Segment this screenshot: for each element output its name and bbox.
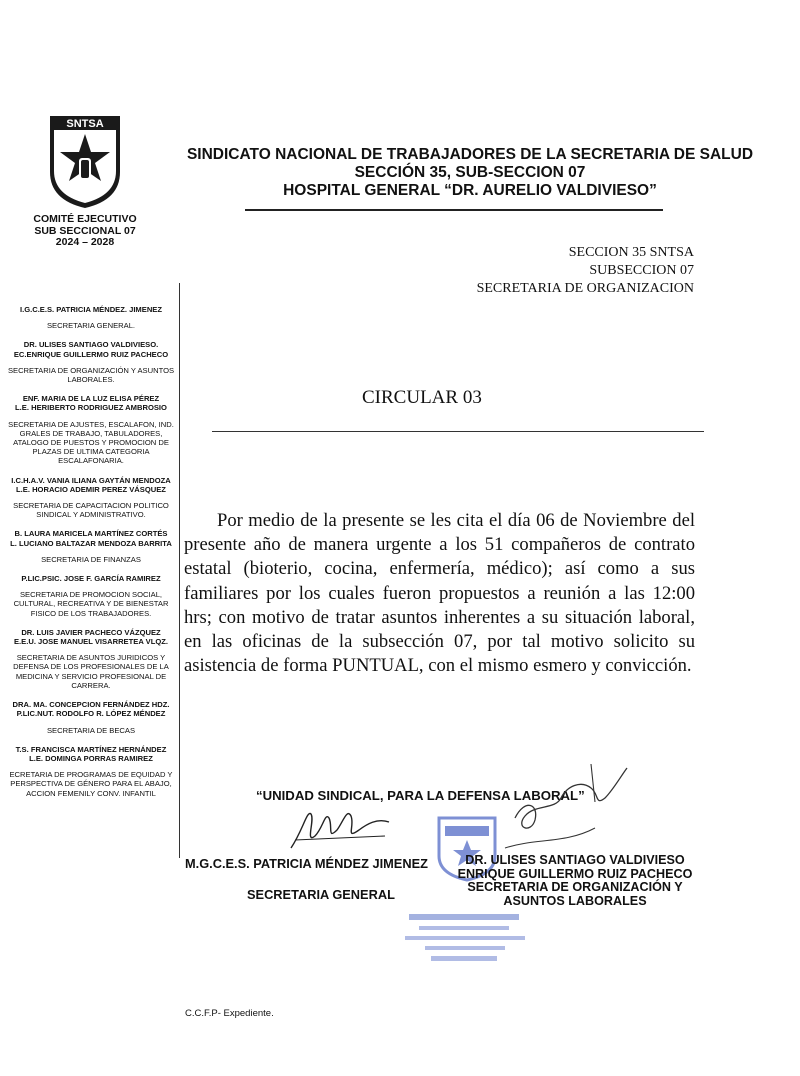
member-name: P.LIC.PSIC. JOSE F. GARCÍA RAMIREZ [21,574,161,584]
addressee-line-2: SUBSECCION 07 [589,263,694,278]
signer-2-block [450,854,700,908]
member-block [4,529,178,564]
member-role: SECRETARIA DE PROMOCION SOCIAL, CULTURAL, RECREATIVA Y DE BIENESTAR FISICO DE LOS TRABAJADORES. [13,590,169,618]
signer-2-role-1: SECRETARIA DE ORGANIZACIÓN Y [467,880,683,894]
member-name: DRA. MA. CONCEPCION FERNÁNDEZ HDZ. [12,700,170,710]
member-name: L. LUCIANO BALTAZAR MENDOZA BARRITA [10,538,172,548]
svg-text:SNTSA: SNTSA [66,118,104,130]
member-block [4,394,178,465]
committee-members-list [4,305,178,808]
sntsa-logo [48,114,122,210]
circular-title: CIRCULAR 03 [362,387,482,408]
member-name: L.E. HORACIO ADEMIR PEREZ VÁSQUEZ [16,484,166,494]
member-block [4,745,178,798]
member-name: E.E.U. JOSE MANUEL VISARRETEA VLQZ. [13,637,168,647]
committee-line-2: SUB SECCIONAL 07 [34,224,136,237]
letterhead-divider [245,209,663,211]
member-name: L.E. HERIBERTO RODRIGUEZ AMBROSIO [15,403,167,413]
member-role: SECRETARIA DE BECAS [46,725,136,735]
addressee-block [477,244,694,298]
letterhead-union: SINDICATO NACIONAL DE TRABAJADORES DE LA SECRETARIA DE SALUD [186,146,754,163]
member-name: DR. ULISES SANTIAGO VALDIVIESO. [23,340,159,350]
member-name: DR. LUIS JAVIER PACHECO VÁZQUEZ [21,627,161,637]
member-role: SECRETARIA DE CAPACITACION POLITICO SINDICAL Y ADMINISTRATIVO. [13,501,169,520]
member-name: ENF. MARIA DE LA LUZ ELISA PÉREZ [22,394,160,404]
member-name: EC.ENRIQUE GUILLERMO RUIZ PACHECO [13,349,169,359]
signer-1-role: SECRETARIA GENERAL [247,887,395,902]
member-role: SECRETARIA DE FINANZAS [41,554,141,564]
sidebar-divider [179,283,180,858]
signer-2-name-1: DR. ULISES SANTIAGO VALDIVIESO [465,853,685,867]
member-role: SECRETARIA DE ORGANIZACIÓN Y ASUNTOS LABORALES. [7,365,175,385]
addressee-line-3: SECRETARIA DE ORGANIZACION [476,281,694,296]
union-motto: “UNIDAD SINDICAL, PARA LA DEFENSA LABORAL” [256,788,585,803]
member-name: T.S. FRANCISCA MARTÍNEZ HERNÁNDEZ [15,744,167,754]
member-block [4,476,178,520]
member-name: P.LIC.NUT. RODOLFO R. LÓPEZ MÉNDEZ [16,709,166,719]
member-role: ECRETARIA DE PROGRAMAS DE EQUIDAD Y PERSPECTIVA DE GÉNERO PARA EL ABAJO, ACCION FEMENILY CONV. INFANTIL [9,770,173,798]
committee-label [20,214,150,249]
committee-line-1: COMITÉ EJECUTIVO [33,213,137,225]
committee-years: 2024 – 2028 [55,236,115,248]
signer-2-role-2: ASUNTOS LABORALES [503,893,647,908]
member-block [4,574,178,618]
member-block [4,305,178,330]
member-block [4,700,178,735]
member-name: I.G.C.E.S. PATRICIA MÉNDEZ. JIMENEZ [19,305,163,314]
signer-2-name-2: ENRIQUE GUILLERMO RUIZ PACHECO [457,866,693,881]
member-block [4,628,178,690]
letterhead-section: SECCIÓN 35, SUB-SECCION 07 [354,164,586,181]
carbon-copy: C.C.F.P- Expediente. [185,1008,274,1019]
member-block [4,340,178,384]
signature-1 [285,800,395,858]
member-role: SECRETARIA DE AJUSTES, ESCALAFON, IND. GRALES DE TRABAJO, TABULADORES, ATALOGO DE PUESTOS Y PROMOCION DE PLAZAS DE ULTIMA CATEGORIA ESCALAFONARIA. [8,419,174,466]
title-divider [212,431,704,432]
member-name: B. LAURA MARICELA MARTÍNEZ CORTÉS [14,529,168,539]
circular-body: Por medio de la presente se les cita el día 06 de Noviembre del presente año de manera urgente a los 51 compañeros de contrato estatal (bioterio, cocina, enfermería, médico); así como a sus familiares por los cuales fueron propuestos a reunión a las 12:00 hrs; con motivo de tratar asuntos inherentes a su situación laboral, en las oficinas de la subsección 07, por tal motivo solicito su asistencia de forma PUNTUAL, con el mismo esmero y convicción. [184,510,695,677]
member-name: I.C.H.A.V. VANIA ILIANA GAYTÁN MENDOZA [11,475,171,485]
signer-1-name: M.G.C.E.S. PATRICIA MÉNDEZ JIMENEZ [185,856,428,871]
member-name: L.E. DOMINGA PORRAS RAMIREZ [29,753,153,763]
addressee-line-1: SECCION 35 SNTSA [568,245,694,260]
letterhead [140,146,800,200]
member-role: SECRETARIA GENERAL. [46,321,136,331]
member-role: SECRETARIA DE ASUNTOS JURIDICOS Y DEFENSA DE LOS PROFESIONALES DE LA MEDICINA Y SERVICIO PROFESIONAL DE CARRERA. [13,653,169,690]
letterhead-hospital: HOSPITAL GENERAL “DR. AURELIO VALDIVIESO” [283,182,657,199]
